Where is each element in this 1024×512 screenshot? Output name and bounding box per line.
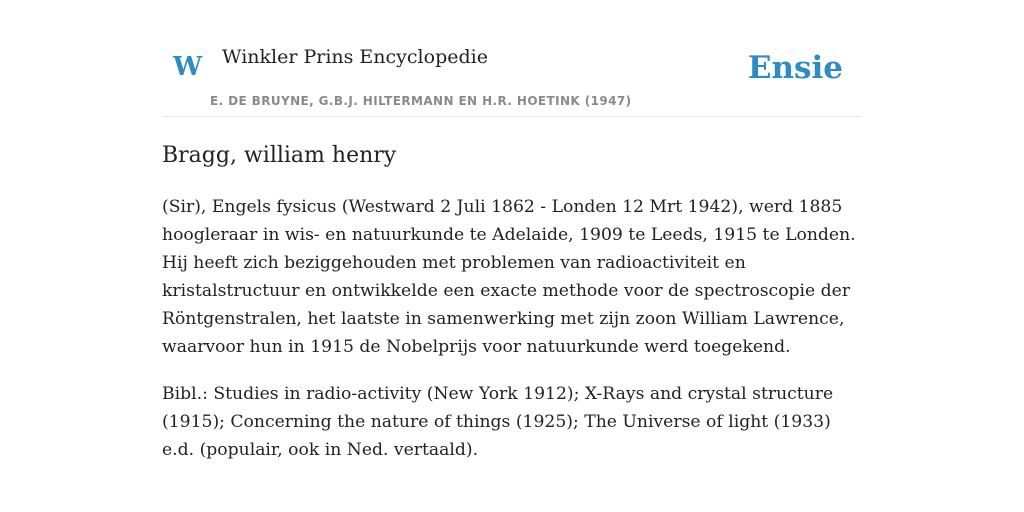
brand-logo-link[interactable]: Ensie: [747, 50, 843, 86]
article-body-paragraph: (Sir), Engels fysicus (Westward 2 Juli 1862 - Londen 12 Mrt 1942), werd 1885 hoogleraar in wis- en natuurkunde te Adelaide, 1909 te Leeds, 1915 te Londen. Hij heeft zich beziggehouden met problemen van radioactiviteit en kristalstructuur en ontwikkelde een exacte methode voor de spectroscopie der Röntgenstralen, het laatste in samenwerking met zijn zoon William Lawrence, waarvoor hun in 1915 de Nobelprijs voor natuurkunde werd toegekend.: [162, 197, 856, 357]
source-header: [162, 0, 862, 117]
source-authors: E. DE BRUYNE, G.B.J. HILTERMANN EN H.R. HOETINK (1947): [210, 94, 632, 108]
source-logo: W: [173, 52, 202, 82]
encyclopedia-card: [162, 0, 862, 464]
source-title[interactable]: Winkler Prins Encyclopedie: [222, 46, 488, 68]
article-bibliography-paragraph: Bibl.: Studies in radio-activity (New York 1912); X-Rays and crystal structure (1915); Concerning the nature of things (1925); The Universe of light (1933) e.d. (populair, ook in Ned. vertaald).: [162, 384, 834, 460]
article-title: Bragg, william henry: [162, 143, 397, 168]
